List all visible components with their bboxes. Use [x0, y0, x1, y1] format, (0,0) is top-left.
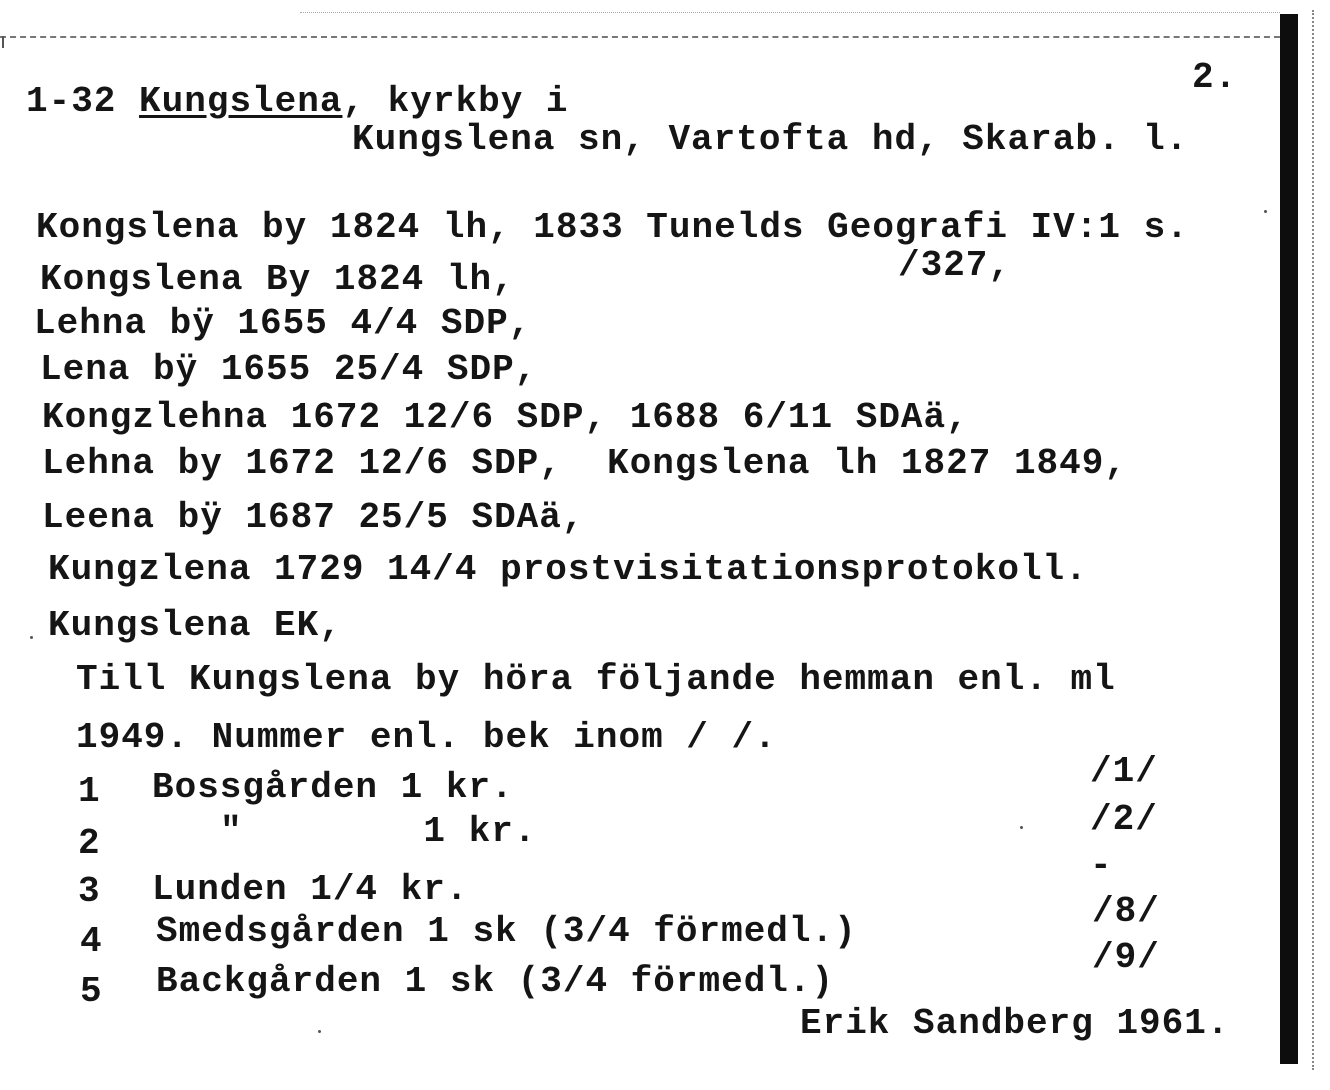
farm-number: 4	[80, 921, 103, 962]
speck	[1264, 210, 1267, 213]
speck	[318, 1030, 321, 1033]
header-line-2: Kungslena sn, Vartofta hd, Skarab. l.	[352, 119, 1189, 160]
speck	[1020, 826, 1023, 829]
farm-ref: /9/	[1092, 937, 1160, 978]
farm-name: Bossgården 1 kr.	[152, 767, 514, 808]
card-top-edge	[0, 36, 1290, 38]
form-line: Kungslena EK,	[48, 605, 342, 646]
signature: Erik Sandberg 1961.	[800, 1003, 1230, 1044]
form-line: Lehna bÿ 1655 4/4 SDP,	[34, 303, 532, 344]
form-line: Kungzlena 1729 14/4 prostvisitationsprotokoll.	[48, 549, 1088, 590]
form-line: Lehna by 1672 12/6 SDP, Kongslena lh 1827 1849,	[42, 443, 1127, 484]
card-top-edge-faint	[300, 12, 1280, 13]
header-code: 1-32	[26, 81, 117, 122]
intro-line: 1949. Nummer enl. bek inom / /.	[76, 717, 777, 758]
farm-ref: /2/	[1090, 799, 1158, 840]
header-name: Kungslena	[139, 81, 343, 122]
page-number: 2.	[1192, 57, 1238, 98]
farm-name: " 1 kr.	[220, 811, 537, 852]
form-line: Kongslena by 1824 lh, 1833 Tunelds Geografi IV:1 s.	[36, 207, 1189, 248]
farm-number: 1	[78, 771, 101, 812]
card-right-edge	[1280, 14, 1298, 1064]
header-rest: , kyrkby i	[342, 81, 569, 122]
farm-number: 2	[78, 823, 101, 864]
farm-number: 5	[80, 971, 103, 1012]
farm-name: Lunden 1/4 kr.	[152, 869, 469, 910]
farm-ref: /8/	[1092, 891, 1160, 932]
header-line-1	[26, 82, 569, 122]
farm-number: 3	[78, 871, 101, 912]
farm-ref: -	[1090, 845, 1113, 886]
card-left-edge	[2, 36, 4, 48]
farm-ref: /1/	[1090, 751, 1158, 792]
form-line: /327,	[898, 245, 1012, 286]
form-line: Lena bÿ 1655 25/4 SDP,	[40, 349, 538, 390]
form-line: Kongzlehna 1672 12/6 SDP, 1688 6/11 SDAä,	[42, 397, 969, 438]
form-line: Leena bÿ 1687 25/5 SDAä,	[42, 497, 585, 538]
intro-line: Till Kungslena by höra följande hemman enl. ml	[76, 659, 1116, 700]
form-line: Kongslena By 1824 lh,	[40, 259, 515, 300]
card-right-edge-dotted	[1312, 10, 1314, 1070]
farm-name: Smedsgården 1 sk (3/4 förmedl.)	[156, 911, 857, 952]
speck	[30, 636, 33, 639]
farm-name: Backgården 1 sk (3/4 förmedl.)	[156, 961, 835, 1002]
